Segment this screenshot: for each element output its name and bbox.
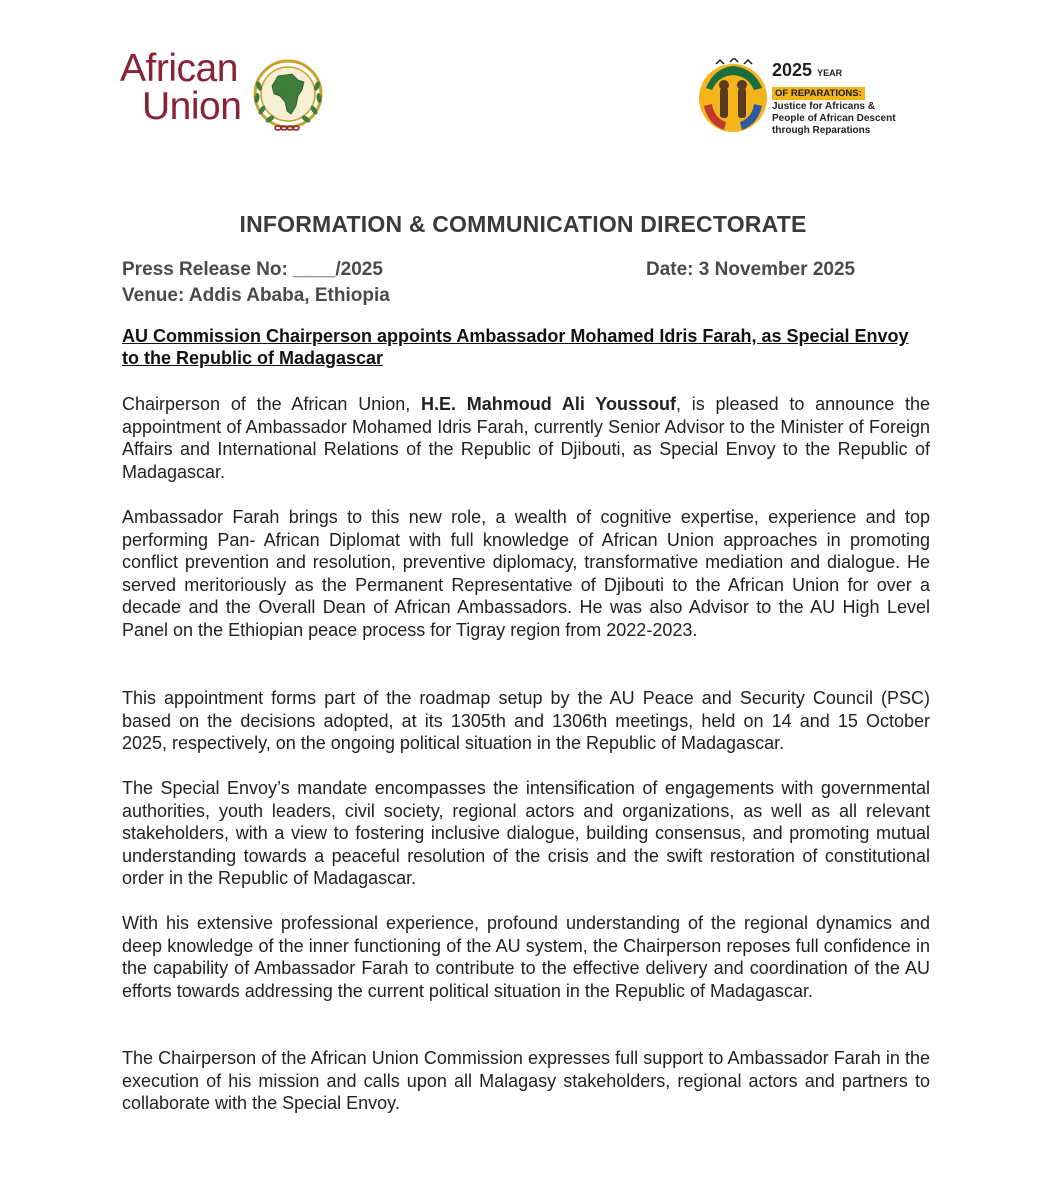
paragraph-1-rest: , is pleased to announce the appointment of Ambassador Mohamed Idris Farah, currently Senior Advisor to the Minister of Foreign Affairs and International Relations of the Republic of Djibouti, as Special Envoy to the Republic of Madagascar.: [122, 394, 930, 482]
au-wordmark-line1: African: [120, 47, 238, 90]
press-release-headline: AU Commission Chairperson appoints Ambassador Mohamed Idris Farah, as Special Envoy to the Republic of Madagascar: [122, 326, 909, 368]
reparations-highlight: OF REPARATIONS:: [772, 87, 865, 100]
paragraph-6: The Chairperson of the African Union Commission expresses full support to Ambassador Farah in the execution of his mission and calls upon all Malagasy stakeholders, regional actors and partners to collaborate with the Special Envoy.: [122, 1048, 930, 1113]
chairperson-name: H.E. Mahmoud Ali Youssouf: [421, 394, 676, 414]
african-union-logo: [120, 47, 330, 130]
reparations-year-suffix: YEAR: [817, 68, 843, 78]
au-emblem-icon: [248, 56, 328, 136]
reparations-year-number: 2025: [772, 60, 813, 80]
directorate-title: INFORMATION & COMMUNICATION DIRECTORATE: [239, 211, 807, 237]
release-venue: Venue: Addis Ababa, Ethiopia: [122, 285, 390, 306]
reparations-line2: People of African Descent: [772, 113, 896, 124]
paragraph-3: This appointment forms part of the roadmap setup by the AU Peace and Security Council (PSC) based on the decisions adopted, at its 1305th and 1306th meetings, held on 14 and 15 October 2025, respectively, on the ongoing political situation in the Republic of Madagascar.: [122, 688, 930, 753]
release-date: Date: 3 November 2025: [646, 259, 856, 280]
paragraph-4: The Special Envoy’s mandate encompasses the intensification of engagements with governmental authorities, youth leaders, civil society, regional actors and organizations, as well as all relevant stakeholders, with a view to fostering inclusive dialogue, building consensus, and promoting mutual understanding towards a peaceful resolution of the crisis and the swift restoration of constitutional order in the Republic of Madagascar.: [122, 778, 930, 888]
year-of-reparations-logo: [694, 58, 944, 142]
reparations-text: [772, 60, 947, 137]
press-release-number: Press Release No: ____/2025: [122, 259, 383, 280]
reparations-line1: Justice for Africans &: [772, 101, 875, 112]
african-union-wordmark: [120, 47, 242, 128]
reparations-year: [772, 60, 947, 83]
paragraph-1-intro: Chairperson of the African Union,: [122, 394, 421, 414]
paragraph-5: With his extensive professional experience, profound understanding of the regional dynamics and deep knowledge of the inner functioning of the AU system, the Chairperson reposes full confidence in the capability of Ambassador Farah to contribute to the effective delivery and coordination of the AU efforts towards addressing the current political situation in the Republic of Madagascar.: [122, 913, 930, 1001]
paragraph-1: [122, 393, 930, 483]
reparations-emblem-icon: [694, 58, 772, 136]
reparations-line3: through Reparations: [772, 125, 871, 136]
au-wordmark-line2: Union: [142, 85, 242, 128]
paragraph-2: Ambassador Farah brings to this new role, a wealth of cognitive expertise, experience and top performing Pan- African Diplomat with full knowledge of African Union approaches in promoting conflict prevention and resolution, preventive diplomacy, transformative mediation and dialogue. He served meritoriously as the Permanent Representative of Djibouti to the African Union for over a decade and the Overall Dean of African Ambassadors. He was also Advisor to the AU High Level Panel on the Ethiopian peace process for Tigray region from 2022-2023.: [122, 507, 930, 640]
